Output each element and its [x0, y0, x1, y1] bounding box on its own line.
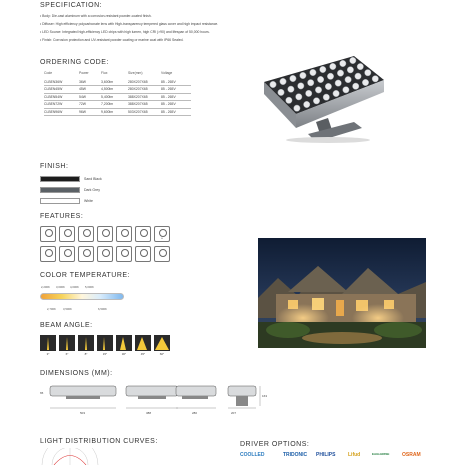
- lamp-icon-glyph: [140, 229, 148, 237]
- dimming-icon-glyph: [102, 249, 110, 257]
- cell-size: 280X207X65: [128, 86, 161, 94]
- cell-flux: 9,600lm: [101, 108, 128, 116]
- cell-voltage: 85 - 265V: [161, 93, 191, 101]
- cct-tick-2200: 2,200K: [41, 285, 50, 289]
- finish-label-dark-grey: Dark Grey: [84, 187, 100, 192]
- beam-cone: [137, 337, 147, 350]
- cct-tick-5000: 5,000K: [85, 285, 94, 289]
- beam-angle-icon: [40, 335, 56, 351]
- spec-line-diffuser: • Diffuser: High efficiency polycarbonate lens with High-transparency tempered glass cover and high impact resistance.: [40, 22, 219, 26]
- cct-tick-3500: 3,500K: [63, 307, 72, 311]
- beam-angle-label: 15°: [102, 352, 108, 356]
- finish-label-white: White: [84, 198, 93, 203]
- product-image: [258, 52, 390, 144]
- led-lens: [355, 73, 361, 79]
- table-row: [44, 78, 191, 86]
- beam-angle-icon: [78, 335, 94, 351]
- beam-angle-title: BEAM ANGLE:: [40, 322, 93, 329]
- lamp-icon: [135, 226, 151, 242]
- specification-title: SPECIFICATION:: [40, 2, 103, 9]
- finish-title: FINISH:: [40, 163, 69, 170]
- led-lens: [278, 89, 284, 95]
- eco-icon: [78, 246, 94, 262]
- led-lens: [330, 63, 336, 69]
- led-lens: [320, 66, 326, 72]
- cell-power: 54W: [79, 93, 101, 101]
- beam-angle-icon: [154, 335, 170, 351]
- beam-angle-icon: [116, 335, 132, 351]
- dimension-width-207: 207: [231, 411, 237, 415]
- dimensions-drawing: [46, 382, 276, 414]
- led-lens: [286, 97, 292, 103]
- gear-icon-glyph: [121, 229, 129, 237]
- warranty-icon-glyph: [121, 249, 129, 257]
- cct-tick-4000: 4,000K: [70, 285, 79, 289]
- class-icon: [154, 226, 170, 242]
- shield-icon-glyph: [45, 229, 53, 237]
- beam-angle-label: 30°: [121, 352, 127, 356]
- beam-cone: [120, 337, 126, 350]
- cell-flux: 5,400lm: [101, 93, 128, 101]
- gear-icon: [116, 226, 132, 242]
- led-lens: [315, 87, 321, 93]
- cct-tick-2700: 2,700K: [47, 307, 56, 311]
- table-row: [44, 93, 191, 101]
- finish-swatch-dark-grey: [40, 187, 80, 193]
- beam-angle-icon: [59, 335, 75, 351]
- beam-cone: [155, 337, 169, 350]
- energy-saving-icon: [40, 246, 56, 262]
- led-lens: [325, 83, 331, 89]
- led-lens: [327, 73, 333, 79]
- led-lens: [365, 70, 371, 76]
- led-lens: [335, 80, 341, 86]
- cell-power: 96W: [79, 108, 101, 116]
- led-lens: [298, 83, 304, 89]
- energy-saving-icon-glyph: [45, 249, 53, 257]
- led-lens: [337, 70, 343, 76]
- cell-flux: 4,500lm: [101, 86, 128, 94]
- cell-code: CLBEN72W: [44, 101, 79, 109]
- eco-icon-glyph: [83, 249, 91, 257]
- led-lens: [280, 78, 286, 84]
- table-row: [44, 101, 191, 109]
- long-life-icon: [59, 246, 75, 262]
- finish-swatch-sand-black: [40, 176, 80, 182]
- long-life-icon-glyph: [64, 249, 72, 257]
- led-lens: [350, 57, 356, 63]
- dimension-height-label: 65: [40, 391, 44, 395]
- light-source-icon: [135, 246, 151, 262]
- led-lens: [362, 79, 368, 85]
- led-lens: [304, 101, 310, 107]
- application-photo: [258, 238, 426, 348]
- led-lens: [308, 80, 314, 86]
- cell-voltage: 85 - 265V: [161, 108, 191, 116]
- column-header-power: Power: [79, 71, 89, 75]
- warranty-icon: [116, 246, 132, 262]
- led-lens: [333, 90, 339, 96]
- cell-voltage: 85 - 265V: [161, 86, 191, 94]
- table-header-row: [44, 71, 191, 78]
- cell-power: 45W: [79, 86, 101, 94]
- dimension-side-label: 163: [262, 394, 268, 398]
- cell-size: 388X207X65: [128, 101, 161, 109]
- feature-label: A: [161, 238, 163, 240]
- cell-size: 388X207X65: [128, 93, 161, 101]
- cell-code: CLBEN36W: [44, 78, 79, 86]
- table-row: [44, 108, 191, 116]
- cell-flux: 3,600lm: [101, 78, 128, 86]
- beam-cone: [66, 337, 68, 350]
- cell-voltage: 85 - 265V: [161, 78, 191, 86]
- led-lens: [345, 76, 351, 82]
- led-lens: [290, 75, 296, 81]
- flicker-free-icon-glyph: [159, 249, 167, 257]
- beam-angle-label: 3°: [46, 352, 50, 356]
- beam-cone: [85, 337, 87, 350]
- cell-size: 280X207X65: [128, 78, 161, 86]
- cct-tick-6500: 6,500K: [98, 307, 107, 311]
- cell-power: 72W: [79, 101, 101, 109]
- ip-rating-icon: [59, 226, 75, 242]
- led-lens: [288, 86, 294, 92]
- cell-code: CLBEN54W: [44, 93, 79, 101]
- class-icon-glyph: [159, 229, 167, 237]
- led-lens: [343, 87, 349, 93]
- finish-swatch-white: [40, 198, 80, 204]
- ip-rating-icon-glyph: [64, 229, 72, 237]
- hanging-icon-glyph: [83, 229, 91, 237]
- dimensions-title: DIMENSIONS (MM):: [40, 370, 113, 377]
- cell-code: CLBEN45W: [44, 86, 79, 94]
- spec-line-body: • Body: Die-cast aluminum with a corrosion-resistant powder-coated finish.: [40, 14, 152, 18]
- led-lens: [313, 98, 319, 104]
- dimming-icon: [97, 246, 113, 262]
- led-lens: [357, 63, 363, 69]
- driver-logo-lifud: Lifud: [348, 452, 361, 458]
- led-lens: [310, 69, 316, 75]
- driver-logo-osram: OSRAM: [402, 452, 421, 458]
- column-header-flux: Flux: [101, 71, 108, 75]
- beam-angle-label: 45°: [140, 352, 146, 356]
- color-temperature-title: COLOR TEMPERATURE:: [40, 272, 131, 279]
- led-lens: [317, 76, 323, 82]
- beam-cone: [47, 337, 49, 350]
- driver-logo-philips: PHILIPS: [316, 452, 336, 458]
- led-lens: [296, 94, 302, 100]
- cell-code: CLBEN96W: [44, 108, 79, 116]
- chip-icon: [97, 226, 113, 242]
- hanging-icon: [78, 226, 94, 242]
- driver-logo-coolled: COOLLED: [240, 452, 265, 458]
- column-header-voltage: Voltage: [161, 71, 173, 75]
- driver-options-title: DRIVER OPTIONS:: [240, 441, 310, 448]
- beam-angle-label: 8°: [84, 352, 88, 356]
- ordering-code-title: ORDERING CODE:: [40, 59, 109, 66]
- cell-size: 503X207X65: [128, 108, 161, 116]
- table-row: [44, 86, 191, 94]
- beam-angle-label: 60°: [159, 352, 165, 356]
- beam-angle-label: 6°: [65, 352, 69, 356]
- ordering-code-table: [44, 71, 191, 116]
- led-lens: [306, 90, 312, 96]
- led-lens: [300, 72, 306, 78]
- dimension-width-503: 503: [80, 411, 86, 415]
- light-distribution-title: LIGHT DISTRIBUTION CURVES:: [40, 438, 158, 445]
- shield-icon: [40, 226, 56, 242]
- finish-label-sand-black: Sand Black: [84, 176, 102, 181]
- driver-logo-tridonic: TRIDONIC: [283, 452, 308, 458]
- features-title: FEATURES:: [40, 213, 84, 220]
- light-distribution-chart: [40, 448, 100, 465]
- beam-cone: [103, 337, 105, 350]
- chip-icon-glyph: [102, 229, 110, 237]
- driver-logo-eaglerise: EAGLERISE: [372, 452, 390, 456]
- led-lens: [323, 94, 329, 100]
- light-source-icon-glyph: [140, 249, 148, 257]
- led-lens: [353, 83, 359, 89]
- flicker-free-icon: [154, 246, 170, 262]
- beam-angle-icon: [135, 335, 151, 351]
- spec-line-led-source: • LED Source: Integrated high-efficiency LED chips with high lumen, high CRI (>90) and lifespan of 50,000 hours.: [40, 30, 210, 34]
- beam-angle-icon: [97, 335, 113, 351]
- dimension-width-280: 280: [192, 411, 198, 415]
- cell-flux: 7,200lm: [101, 101, 128, 109]
- led-lens: [270, 81, 276, 87]
- led-lens: [372, 76, 378, 82]
- column-header-code: Code: [44, 71, 53, 75]
- led-lens: [347, 67, 353, 73]
- led-lens: [294, 105, 300, 111]
- cell-power: 36W: [79, 78, 101, 86]
- cell-voltage: 85 - 265V: [161, 101, 191, 109]
- dimension-width-388: 388: [146, 411, 152, 415]
- spec-line-finish: • Finish: Corrosion protection and UV-resistant powder coating or marine coat with IP66 Sealed.: [40, 38, 184, 42]
- cct-tick-3000: 3,000K: [56, 285, 65, 289]
- column-header-size: Size(mm): [128, 71, 143, 75]
- led-lens: [340, 60, 346, 66]
- color-temperature-bar: [40, 293, 124, 300]
